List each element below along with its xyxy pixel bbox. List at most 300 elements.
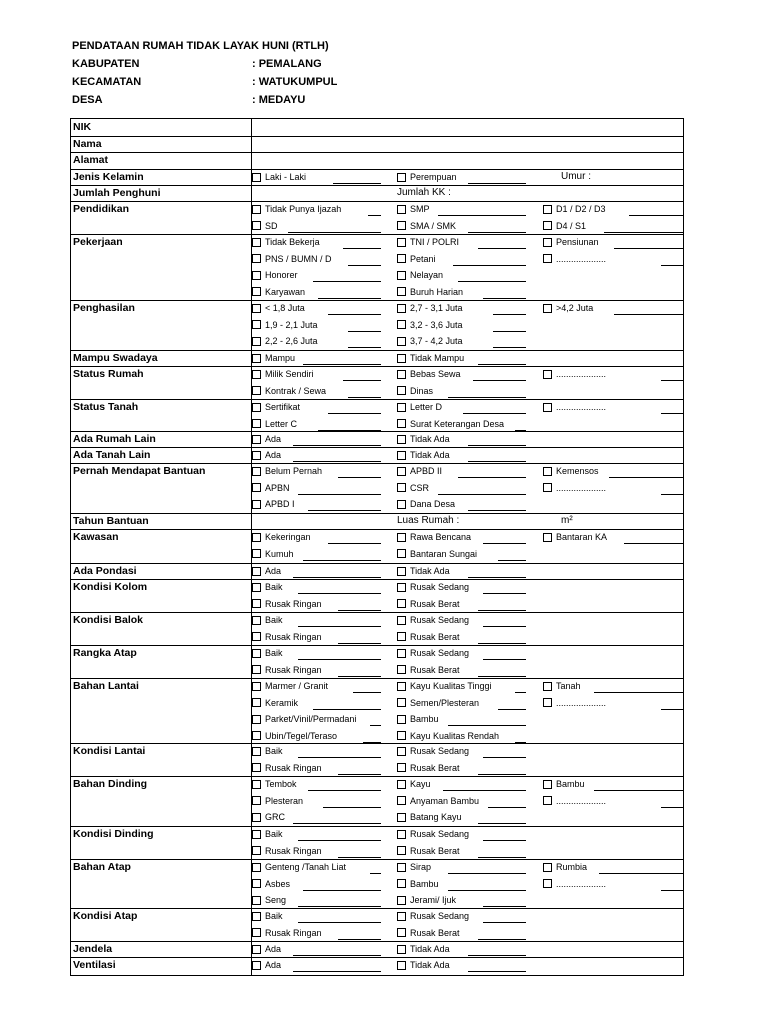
checkbox[interactable]: [397, 649, 406, 658]
checkbox-option[interactable]: [252, 927, 322, 939]
fill-line[interactable]: [448, 397, 526, 398]
checkbox-option[interactable]: [543, 368, 606, 380]
fill-line[interactable]: [478, 364, 526, 365]
checkbox[interactable]: [543, 863, 552, 872]
checkbox-option[interactable]: [397, 302, 463, 314]
checkbox-option[interactable]: [252, 203, 341, 215]
checkbox-option[interactable]: [543, 878, 606, 890]
fill-line[interactable]: [624, 543, 684, 544]
checkbox[interactable]: [252, 715, 261, 724]
fill-line[interactable]: [338, 774, 381, 775]
fill-line[interactable]: [343, 248, 381, 249]
checkbox[interactable]: [397, 337, 406, 346]
checkbox[interactable]: [397, 304, 406, 313]
fill-line[interactable]: [458, 281, 526, 282]
checkbox-option[interactable]: [252, 697, 298, 709]
fill-line[interactable]: [348, 397, 381, 398]
fill-line[interactable]: [328, 413, 381, 414]
fill-line[interactable]: [298, 906, 381, 907]
fill-line[interactable]: [483, 840, 526, 841]
checkbox[interactable]: [397, 271, 406, 280]
checkbox-option[interactable]: [543, 401, 606, 413]
fill-line[interactable]: [368, 215, 381, 216]
checkbox-option[interactable]: [397, 894, 456, 906]
checkbox-option[interactable]: [252, 959, 281, 971]
checkbox-option[interactable]: [252, 811, 285, 823]
fill-line[interactable]: [303, 364, 381, 365]
checkbox[interactable]: [252, 549, 261, 558]
fill-line[interactable]: [348, 265, 381, 266]
checkbox-option[interactable]: [252, 910, 283, 922]
fill-line[interactable]: [488, 807, 526, 808]
checkbox-option[interactable]: [252, 745, 283, 757]
checkbox-option[interactable]: [252, 762, 322, 774]
fill-line[interactable]: [298, 840, 381, 841]
fill-line[interactable]: [483, 298, 526, 299]
checkbox-option[interactable]: [252, 335, 318, 347]
fill-line[interactable]: [483, 659, 526, 660]
checkbox[interactable]: [543, 403, 552, 412]
checkbox-option[interactable]: [397, 465, 442, 477]
checkbox[interactable]: [397, 238, 406, 247]
checkbox-option[interactable]: [543, 861, 587, 873]
fill-line[interactable]: [370, 873, 381, 874]
checkbox-option[interactable]: [252, 531, 311, 543]
checkbox-option[interactable]: [397, 565, 450, 577]
fill-line[interactable]: [661, 413, 684, 414]
fill-line[interactable]: [661, 709, 684, 710]
checkbox[interactable]: [252, 403, 261, 412]
checkbox[interactable]: [543, 205, 552, 214]
checkbox-option[interactable]: [397, 286, 463, 298]
checkbox-option[interactable]: [252, 482, 290, 494]
checkbox-option[interactable]: [397, 730, 499, 742]
checkbox[interactable]: [543, 533, 552, 542]
checkbox-option[interactable]: [252, 319, 318, 331]
checkbox[interactable]: [397, 221, 406, 230]
fill-line[interactable]: [293, 955, 381, 956]
fill-line[interactable]: [288, 232, 381, 233]
checkbox-option[interactable]: [252, 302, 305, 314]
fill-line[interactable]: [293, 823, 381, 824]
checkbox-option[interactable]: [397, 352, 464, 364]
fill-line[interactable]: [473, 380, 526, 381]
fill-line[interactable]: [614, 314, 684, 315]
checkbox-option[interactable]: [252, 368, 314, 380]
checkbox-option[interactable]: [397, 631, 460, 643]
checkbox[interactable]: [252, 632, 261, 641]
checkbox-option[interactable]: [252, 845, 322, 857]
fill-line[interactable]: [338, 643, 381, 644]
checkbox[interactable]: [252, 846, 261, 855]
checkbox[interactable]: [543, 370, 552, 379]
fill-line[interactable]: [328, 314, 381, 315]
checkbox-option[interactable]: [397, 647, 469, 659]
checkbox[interactable]: [252, 435, 261, 444]
checkbox[interactable]: [252, 780, 261, 789]
checkbox-option[interactable]: [397, 203, 430, 215]
checkbox[interactable]: [397, 682, 406, 691]
checkbox-option[interactable]: [397, 335, 463, 347]
checkbox[interactable]: [397, 500, 406, 509]
checkbox[interactable]: [252, 649, 261, 658]
checkbox[interactable]: [252, 863, 261, 872]
checkbox[interactable]: [543, 304, 552, 313]
checkbox-option[interactable]: [397, 236, 459, 248]
checkbox-option[interactable]: [252, 861, 346, 873]
checkbox-option[interactable]: [397, 811, 462, 823]
checkbox[interactable]: [252, 500, 261, 509]
checkbox-option[interactable]: [252, 664, 322, 676]
fill-line[interactable]: [298, 757, 381, 758]
checkbox[interactable]: [397, 846, 406, 855]
checkbox[interactable]: [252, 945, 261, 954]
checkbox-option[interactable]: [397, 713, 439, 725]
checkbox-option[interactable]: [252, 565, 281, 577]
fill-line[interactable]: [468, 971, 526, 972]
checkbox[interactable]: [252, 747, 261, 756]
checkbox-option[interactable]: [397, 762, 460, 774]
fill-line[interactable]: [348, 347, 381, 348]
checkbox[interactable]: [252, 567, 261, 576]
checkbox[interactable]: [252, 386, 261, 395]
checkbox[interactable]: [252, 879, 261, 888]
checkbox-option[interactable]: [543, 220, 586, 232]
checkbox-option[interactable]: [397, 878, 439, 890]
checkbox-option[interactable]: [252, 943, 281, 955]
fill-line[interactable]: [515, 692, 526, 693]
fill-line[interactable]: [483, 757, 526, 758]
checkbox-option[interactable]: [252, 878, 290, 890]
fill-line[interactable]: [483, 626, 526, 627]
checkbox[interactable]: [252, 221, 261, 230]
fill-line[interactable]: [343, 380, 381, 381]
checkbox-option[interactable]: [543, 697, 606, 709]
checkbox[interactable]: [543, 796, 552, 805]
checkbox[interactable]: [397, 435, 406, 444]
checkbox-option[interactable]: [397, 449, 450, 461]
checkbox[interactable]: [397, 616, 406, 625]
checkbox-option[interactable]: [252, 418, 297, 430]
checkbox[interactable]: [252, 731, 261, 740]
checkbox[interactable]: [397, 173, 406, 182]
checkbox[interactable]: [397, 796, 406, 805]
checkbox[interactable]: [397, 763, 406, 772]
fill-line[interactable]: [661, 807, 684, 808]
fill-line[interactable]: [599, 873, 684, 874]
checkbox[interactable]: [543, 254, 552, 263]
fill-line[interactable]: [448, 873, 526, 874]
fill-line[interactable]: [594, 790, 684, 791]
checkbox[interactable]: [543, 467, 552, 476]
fill-line[interactable]: [483, 906, 526, 907]
fill-line[interactable]: [298, 659, 381, 660]
checkbox-option[interactable]: [397, 418, 504, 430]
fill-line[interactable]: [458, 477, 526, 478]
fill-line[interactable]: [438, 215, 526, 216]
checkbox[interactable]: [397, 879, 406, 888]
checkbox[interactable]: [397, 896, 406, 905]
fill-line[interactable]: [478, 939, 526, 940]
fill-line[interactable]: [468, 577, 526, 578]
checkbox-option[interactable]: [397, 368, 461, 380]
checkbox[interactable]: [252, 483, 261, 492]
checkbox[interactable]: [252, 451, 261, 460]
checkbox[interactable]: [397, 386, 406, 395]
checkbox[interactable]: [252, 533, 261, 542]
checkbox[interactable]: [543, 221, 552, 230]
fill-line[interactable]: [308, 510, 381, 511]
fill-line[interactable]: [594, 692, 684, 693]
checkbox-option[interactable]: [397, 828, 469, 840]
checkbox-option[interactable]: [397, 680, 492, 692]
fill-line[interactable]: [438, 494, 526, 495]
checkbox-option[interactable]: [397, 778, 431, 790]
checkbox-option[interactable]: [397, 795, 479, 807]
checkbox-option[interactable]: [397, 598, 460, 610]
checkbox-option[interactable]: [397, 861, 431, 873]
checkbox[interactable]: [397, 549, 406, 558]
checkbox-option[interactable]: [543, 482, 606, 494]
checkbox[interactable]: [397, 632, 406, 641]
checkbox[interactable]: [252, 961, 261, 970]
checkbox-option[interactable]: [252, 894, 286, 906]
checkbox-option[interactable]: [397, 482, 429, 494]
checkbox[interactable]: [252, 320, 261, 329]
fill-line[interactable]: [661, 494, 684, 495]
checkbox-option[interactable]: [252, 828, 283, 840]
checkbox[interactable]: [252, 912, 261, 921]
checkbox-option[interactable]: [252, 498, 295, 510]
checkbox-option[interactable]: [543, 531, 607, 543]
fill-line[interactable]: [338, 676, 381, 677]
checkbox-option[interactable]: [252, 449, 281, 461]
fill-line[interactable]: [338, 477, 381, 478]
checkbox[interactable]: [252, 173, 261, 182]
checkbox[interactable]: [397, 715, 406, 724]
fill-line[interactable]: [448, 725, 526, 726]
checkbox-option[interactable]: [397, 845, 460, 857]
fill-line[interactable]: [468, 510, 526, 511]
checkbox-option[interactable]: [397, 531, 471, 543]
fill-line[interactable]: [463, 413, 526, 414]
checkbox[interactable]: [543, 698, 552, 707]
fill-line[interactable]: [468, 461, 526, 462]
checkbox[interactable]: [397, 419, 406, 428]
fill-line[interactable]: [661, 890, 684, 891]
fill-line[interactable]: [478, 823, 526, 824]
checkbox[interactable]: [397, 370, 406, 379]
checkbox-option[interactable]: [252, 385, 326, 397]
checkbox[interactable]: [397, 354, 406, 363]
checkbox[interactable]: [397, 451, 406, 460]
checkbox[interactable]: [252, 254, 261, 263]
checkbox-option[interactable]: [252, 647, 283, 659]
fill-line[interactable]: [493, 331, 526, 332]
checkbox[interactable]: [397, 205, 406, 214]
checkbox[interactable]: [252, 337, 261, 346]
checkbox-option[interactable]: [543, 236, 599, 248]
checkbox[interactable]: [252, 271, 261, 280]
fill-line[interactable]: [478, 676, 526, 677]
fill-line[interactable]: [468, 445, 526, 446]
fill-line[interactable]: [348, 331, 381, 332]
fill-line[interactable]: [498, 709, 526, 710]
checkbox[interactable]: [543, 682, 552, 691]
checkbox[interactable]: [397, 403, 406, 412]
fill-line[interactable]: [303, 560, 381, 561]
checkbox-option[interactable]: [252, 433, 281, 445]
checkbox[interactable]: [397, 780, 406, 789]
fill-line[interactable]: [293, 461, 381, 462]
checkbox[interactable]: [252, 354, 261, 363]
checkbox[interactable]: [397, 747, 406, 756]
text-field[interactable]: [252, 119, 683, 135]
checkbox[interactable]: [543, 780, 552, 789]
fill-line[interactable]: [661, 265, 684, 266]
checkbox-option[interactable]: [543, 795, 606, 807]
checkbox[interactable]: [397, 863, 406, 872]
fill-line[interactable]: [293, 445, 381, 446]
fill-line[interactable]: [313, 281, 381, 282]
fill-line[interactable]: [370, 725, 381, 726]
fill-line[interactable]: [483, 593, 526, 594]
fill-line[interactable]: [478, 248, 526, 249]
checkbox[interactable]: [397, 928, 406, 937]
fill-line[interactable]: [313, 709, 381, 710]
checkbox-option[interactable]: [397, 959, 450, 971]
fill-line[interactable]: [483, 543, 526, 544]
checkbox[interactable]: [543, 879, 552, 888]
fill-line[interactable]: [661, 380, 684, 381]
text-field[interactable]: [252, 136, 683, 151]
checkbox[interactable]: [252, 616, 261, 625]
checkbox-option[interactable]: [397, 220, 456, 232]
checkbox-option[interactable]: [252, 778, 297, 790]
checkbox[interactable]: [397, 813, 406, 822]
fill-line[interactable]: [323, 807, 381, 808]
text-field[interactable]: [252, 152, 683, 168]
fill-line[interactable]: [493, 347, 526, 348]
fill-line[interactable]: [353, 692, 381, 693]
checkbox-option[interactable]: [543, 302, 593, 314]
checkbox[interactable]: [252, 796, 261, 805]
checkbox[interactable]: [397, 961, 406, 970]
checkbox-option[interactable]: [252, 730, 337, 742]
checkbox[interactable]: [397, 533, 406, 542]
fill-line[interactable]: [629, 215, 684, 216]
checkbox[interactable]: [252, 370, 261, 379]
checkbox-option[interactable]: [397, 614, 469, 626]
checkbox-option[interactable]: [397, 581, 469, 593]
checkbox[interactable]: [252, 896, 261, 905]
fill-line[interactable]: [298, 922, 381, 923]
fill-line[interactable]: [468, 232, 526, 233]
checkbox-option[interactable]: [397, 401, 442, 413]
checkbox-option[interactable]: [252, 465, 322, 477]
fill-line[interactable]: [478, 643, 526, 644]
checkbox[interactable]: [397, 467, 406, 476]
checkbox-option[interactable]: [252, 598, 322, 610]
fill-line[interactable]: [478, 610, 526, 611]
checkbox-option[interactable]: [543, 253, 606, 265]
checkbox[interactable]: [252, 813, 261, 822]
checkbox[interactable]: [252, 238, 261, 247]
fill-line[interactable]: [448, 890, 526, 891]
fill-line[interactable]: [293, 971, 381, 972]
fill-line[interactable]: [328, 543, 381, 544]
checkbox[interactable]: [252, 583, 261, 592]
fill-line[interactable]: [293, 577, 381, 578]
checkbox[interactable]: [252, 682, 261, 691]
checkbox-option[interactable]: [397, 319, 463, 331]
checkbox-option[interactable]: [252, 680, 328, 692]
checkbox-option[interactable]: [252, 269, 298, 281]
checkbox[interactable]: [252, 599, 261, 608]
checkbox-option[interactable]: [252, 581, 283, 593]
checkbox[interactable]: [252, 205, 261, 214]
fill-line[interactable]: [468, 183, 526, 184]
checkbox-option[interactable]: [252, 220, 278, 232]
fill-line[interactable]: [493, 314, 526, 315]
checkbox-option[interactable]: [397, 433, 450, 445]
checkbox-option[interactable]: [252, 614, 283, 626]
checkbox[interactable]: [543, 238, 552, 247]
checkbox-option[interactable]: [252, 352, 295, 364]
checkbox[interactable]: [252, 928, 261, 937]
fill-line[interactable]: [338, 939, 381, 940]
fill-line[interactable]: [609, 477, 684, 478]
fill-line[interactable]: [298, 593, 381, 594]
checkbox[interactable]: [397, 830, 406, 839]
checkbox[interactable]: [397, 583, 406, 592]
checkbox-option[interactable]: [252, 401, 300, 413]
checkbox-option[interactable]: [252, 171, 306, 183]
checkbox[interactable]: [252, 665, 261, 674]
fill-line[interactable]: [478, 774, 526, 775]
checkbox-option[interactable]: [397, 664, 460, 676]
fill-line[interactable]: [453, 265, 526, 266]
checkbox[interactable]: [397, 912, 406, 921]
checkbox[interactable]: [397, 254, 406, 263]
fill-line[interactable]: [338, 610, 381, 611]
checkbox-option[interactable]: [397, 385, 433, 397]
checkbox[interactable]: [397, 599, 406, 608]
checkbox-option[interactable]: [397, 697, 479, 709]
fill-line[interactable]: [333, 183, 381, 184]
checkbox-option[interactable]: [397, 927, 460, 939]
checkbox-option[interactable]: [252, 236, 320, 248]
checkbox[interactable]: [252, 830, 261, 839]
fill-line[interactable]: [443, 790, 526, 791]
checkbox[interactable]: [397, 731, 406, 740]
checkbox[interactable]: [397, 665, 406, 674]
checkbox-option[interactable]: [543, 203, 606, 215]
fill-line[interactable]: [303, 890, 381, 891]
checkbox-option[interactable]: [397, 253, 436, 265]
fill-line[interactable]: [308, 790, 381, 791]
checkbox[interactable]: [252, 304, 261, 313]
checkbox[interactable]: [397, 320, 406, 329]
checkbox-option[interactable]: [252, 548, 294, 560]
checkbox-option[interactable]: [252, 631, 322, 643]
checkbox-option[interactable]: [543, 778, 585, 790]
checkbox[interactable]: [397, 483, 406, 492]
checkbox-option[interactable]: [397, 171, 457, 183]
checkbox-option[interactable]: [397, 745, 469, 757]
fill-line[interactable]: [498, 560, 526, 561]
checkbox[interactable]: [397, 567, 406, 576]
